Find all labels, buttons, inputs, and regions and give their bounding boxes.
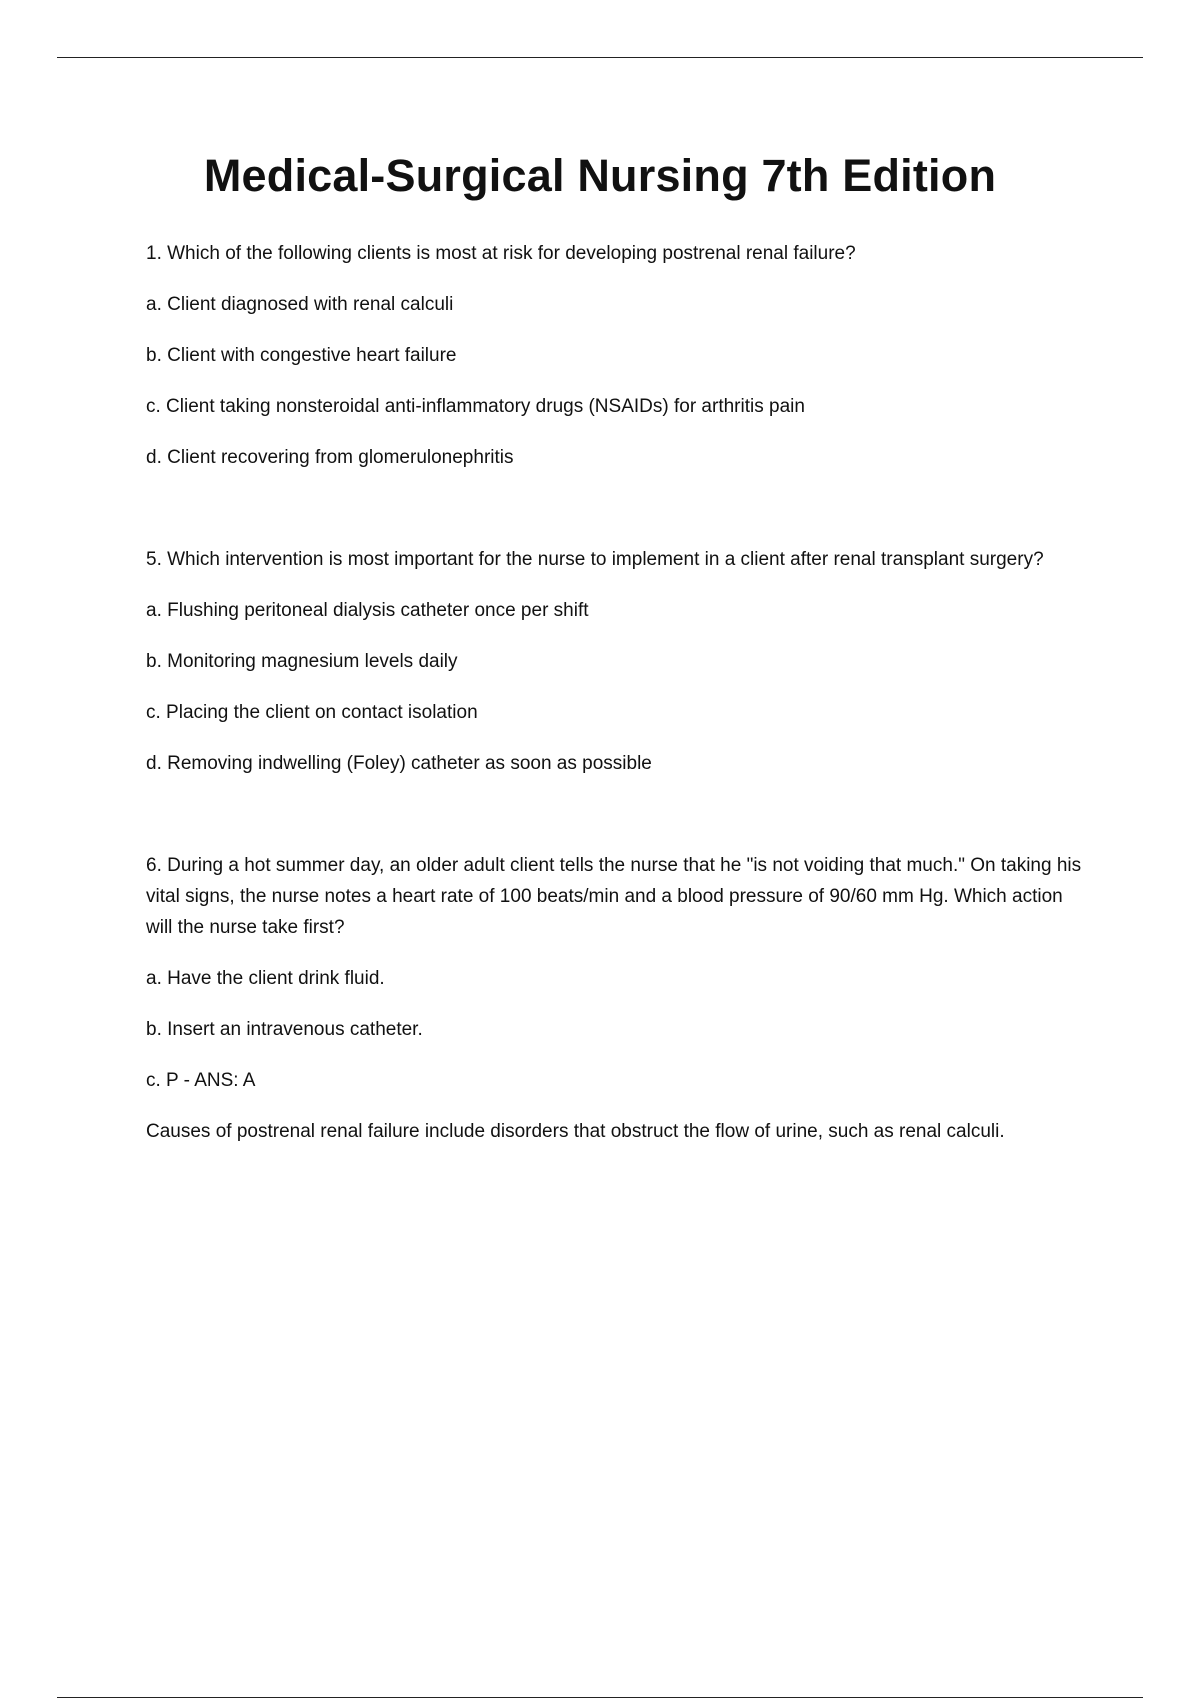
answer-option: d. Client recovering from glomerulonephritis — [146, 447, 514, 468]
question-text: 1. Which of the following clients is most at risk for developing postrenal renal failure? — [146, 243, 856, 264]
answer-option: d. Removing indwelling (Foley) catheter as soon as possible — [146, 753, 652, 774]
answer-option: a. Client diagnosed with renal calculi — [146, 294, 454, 315]
question-block — [146, 238, 1086, 473]
question-block — [146, 850, 1086, 1147]
answer-option: b. Insert an intravenous catheter. — [146, 1019, 423, 1040]
answer-option: c. P - ANS: A — [146, 1070, 256, 1091]
answer-option: a. Have the client drink fluid. — [146, 968, 385, 989]
answer-option: c. Placing the client on contact isolation — [146, 702, 478, 723]
document-title: Medical-Surgical Nursing 7th Edition — [203, 150, 997, 201]
answer-option: c. Client taking nonsteroidal anti-inflammatory drugs (NSAIDs) for arthritis pain — [146, 396, 805, 417]
question-text: 6. During a hot summer day, an older adult client tells the nurse that he "is not voiding that much." On taking his vital signs, the nurse notes a heart rate of 100 beats/min and a blood pressure of 90/60 mm Hg. Which action will the nurse take first? — [146, 855, 1082, 938]
answer-option: b. Monitoring magnesium levels daily — [146, 651, 458, 672]
question-text: 5. Which intervention is most important for the nurse to implement in a client after renal transplant surgery? — [146, 549, 1044, 570]
answer-option: a. Flushing peritoneal dialysis catheter once per shift — [146, 600, 589, 621]
answer-explanation: Causes of postrenal renal failure include disorders that obstruct the flow of urine, such as renal calculi. — [146, 1121, 1005, 1142]
answer-option: b. Client with congestive heart failure — [146, 345, 457, 366]
top-divider — [57, 57, 1143, 58]
bottom-divider — [57, 1697, 1143, 1698]
document-body — [146, 238, 1086, 1147]
question-block — [146, 544, 1086, 779]
